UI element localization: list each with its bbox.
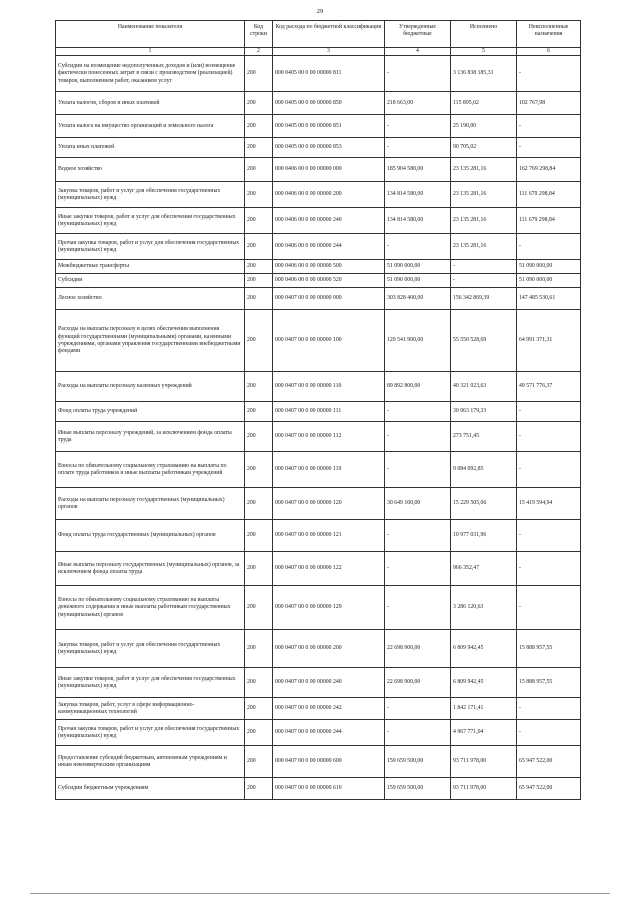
- table-row: [56, 586, 581, 630]
- budget-classification-code: 000 0405 00 0 00 00000 853: [273, 138, 385, 158]
- budget-classification-code: 000 0407 00 0 00 00000 110: [273, 372, 385, 402]
- approved-amount: 134 814 580,00: [385, 208, 451, 234]
- indicator-name: Прочая закупка товаров, работ и услуг для обеспечения государственных (муниципальных) нужд: [56, 234, 245, 260]
- executed-amount: 9 084 092,85: [451, 452, 517, 488]
- budget-execution-table: [55, 20, 581, 800]
- budget-classification-code: 000 0407 00 0 00 00000 100: [273, 310, 385, 372]
- line-code: 200: [245, 115, 273, 138]
- approved-amount: 185 904 580,00: [385, 158, 451, 182]
- budget-classification-code: 000 0405 00 0 00 00000 850: [273, 92, 385, 115]
- executed-amount: 156 342 869,39: [451, 288, 517, 310]
- line-code: 200: [245, 668, 273, 698]
- unexecuted-amount: -: [517, 422, 581, 452]
- approved-amount: 51 090 000,00: [385, 274, 451, 288]
- table-row: [56, 746, 581, 778]
- indicator-name: Лесное хозяйство: [56, 288, 245, 310]
- line-code: 200: [245, 488, 273, 520]
- table-row: [56, 552, 581, 586]
- approved-amount: -: [385, 552, 451, 586]
- unexecuted-amount: 65 947 522,00: [517, 778, 581, 800]
- approved-amount: 218 663,00: [385, 92, 451, 115]
- unexecuted-amount: -: [517, 56, 581, 92]
- indicator-name: Субсидии на возмещение недополученных доходов и (или) возмещение фактически понесенных затрат в связи с производством (реализацией) товаров, выполнением работ, оказанием услуг: [56, 56, 245, 92]
- budget-classification-code: 000 0406 00 0 00 00000 240: [273, 208, 385, 234]
- column-header: Неисполненные назначения: [517, 21, 581, 48]
- approved-amount: -: [385, 422, 451, 452]
- budget-classification-code: 000 0407 00 0 00 00000 120: [273, 488, 385, 520]
- budget-classification-code: 000 0407 00 0 00 00000 122: [273, 552, 385, 586]
- table-row: [56, 452, 581, 488]
- line-code: 200: [245, 56, 273, 92]
- table-row: [56, 138, 581, 158]
- approved-amount: -: [385, 402, 451, 422]
- page-bottom-rule: [30, 893, 610, 894]
- line-code: 200: [245, 586, 273, 630]
- indicator-name: Фонд оплаты труда учреждений: [56, 402, 245, 422]
- budget-classification-code: 000 0407 00 0 00 00000 111: [273, 402, 385, 422]
- budget-classification-code: 000 0407 00 0 00 00000 000: [273, 288, 385, 310]
- unexecuted-amount: 15 888 957,55: [517, 630, 581, 668]
- unexecuted-amount: 162 769 298,84: [517, 158, 581, 182]
- approved-amount: -: [385, 698, 451, 720]
- approved-amount: 159 659 500,00: [385, 778, 451, 800]
- unexecuted-amount: -: [517, 138, 581, 158]
- indicator-name: Взносы по обязательному социальному страхованию на выплаты по оплате труда работников и иные выплаты работникам учреждений: [56, 452, 245, 488]
- indicator-name: Уплата налогов, сборов и иных платежей: [56, 92, 245, 115]
- line-code: 200: [245, 698, 273, 720]
- column-header: Код расхода по бюджетной классификации: [273, 21, 385, 48]
- executed-amount: 93 711 978,00: [451, 778, 517, 800]
- indicator-name: Субсидии бюджетным учреждениям: [56, 778, 245, 800]
- approved-amount: -: [385, 452, 451, 488]
- indicator-name: Иные закупки товаров, работ и услуг для обеспечения государственных (муниципальных) нужд: [56, 668, 245, 698]
- unexecuted-amount: 15 888 957,55: [517, 668, 581, 698]
- table-row: [56, 182, 581, 208]
- line-code: 200: [245, 182, 273, 208]
- executed-amount: 1 842 171,41: [451, 698, 517, 720]
- table-row: [56, 208, 581, 234]
- line-code: 200: [245, 452, 273, 488]
- budget-classification-code: 000 0407 00 0 00 00000 600: [273, 746, 385, 778]
- unexecuted-amount: -: [517, 402, 581, 422]
- budget-classification-code: 000 0407 00 0 00 00000 121: [273, 520, 385, 552]
- table-row: [56, 115, 581, 138]
- line-code: 200: [245, 552, 273, 586]
- column-number: 5: [451, 48, 517, 56]
- table-row: [56, 274, 581, 288]
- executed-amount: 55 550 528,69: [451, 310, 517, 372]
- indicator-name: Закупка товаров, работ, услуг в сфере информационно-коммуникационных технологий: [56, 698, 245, 720]
- executed-amount: 30 963 179,33: [451, 402, 517, 422]
- indicator-name: Иные выплаты персоналу учреждений, за исключением фонда оплаты труда: [56, 422, 245, 452]
- unexecuted-amount: 49 571 776,37: [517, 372, 581, 402]
- budget-classification-code: 000 0405 00 0 00 00000 811: [273, 56, 385, 92]
- line-code: 200: [245, 92, 273, 115]
- unexecuted-amount: -: [517, 720, 581, 746]
- unexecuted-amount: -: [517, 234, 581, 260]
- table-row: [56, 158, 581, 182]
- indicator-name: Иные выплаты персоналу государственных (муниципальных) органов, за исключением фонда оплаты труда: [56, 552, 245, 586]
- budget-classification-code: 000 0406 00 0 00 00000 200: [273, 182, 385, 208]
- budget-classification-code: 000 0407 00 0 00 00000 610: [273, 778, 385, 800]
- approved-amount: 303 828 400,00: [385, 288, 451, 310]
- approved-amount: -: [385, 234, 451, 260]
- executed-amount: 25 190,00: [451, 115, 517, 138]
- executed-amount: 93 711 978,00: [451, 746, 517, 778]
- unexecuted-amount: 102 767,98: [517, 92, 581, 115]
- executed-amount: 6 809 942,45: [451, 668, 517, 698]
- indicator-name: Межбюджетные трансферты: [56, 260, 245, 274]
- column-number: 2: [245, 48, 273, 56]
- unexecuted-amount: 15 419 594,94: [517, 488, 581, 520]
- indicator-name: Субсидии: [56, 274, 245, 288]
- unexecuted-amount: -: [517, 698, 581, 720]
- budget-classification-code: 000 0407 00 0 00 00000 119: [273, 452, 385, 488]
- executed-amount: 23 135 281,16: [451, 208, 517, 234]
- unexecuted-amount: -: [517, 586, 581, 630]
- budget-classification-code: 000 0407 00 0 00 00000 242: [273, 698, 385, 720]
- line-code: 200: [245, 720, 273, 746]
- column-header: Код строки: [245, 21, 273, 48]
- column-number: 6: [517, 48, 581, 56]
- line-code: 200: [245, 630, 273, 668]
- indicator-name: Уплата налога на имущество организаций и земельного налога: [56, 115, 245, 138]
- table-row: [56, 630, 581, 668]
- table-row: [56, 234, 581, 260]
- budget-classification-code: 000 0407 00 0 00 00000 112: [273, 422, 385, 452]
- table-row: [56, 488, 581, 520]
- executed-amount: 6 809 942,45: [451, 630, 517, 668]
- page-number: 29: [316, 8, 324, 15]
- budget-classification-code: 000 0407 00 0 00 00000 200: [273, 630, 385, 668]
- executed-amount: 115 895,02: [451, 92, 517, 115]
- column-number: 1: [56, 48, 245, 56]
- line-code: 200: [245, 422, 273, 452]
- line-code: 200: [245, 288, 273, 310]
- indicator-name: Иные закупки товаров, работ и услуг для обеспечения государственных (муниципальных) нужд: [56, 208, 245, 234]
- line-code: 200: [245, 208, 273, 234]
- approved-amount: 159 659 500,00: [385, 746, 451, 778]
- indicator-name: Расходы на выплаты персоналу государственных (муниципальных) органов: [56, 488, 245, 520]
- unexecuted-amount: -: [517, 115, 581, 138]
- budget-classification-code: 000 0406 00 0 00 00000 000: [273, 158, 385, 182]
- approved-amount: 22 698 900,00: [385, 630, 451, 668]
- line-code: 200: [245, 158, 273, 182]
- executed-amount: 23 135 281,16: [451, 158, 517, 182]
- table-row: [56, 778, 581, 800]
- executed-amount: 15 229 505,06: [451, 488, 517, 520]
- approved-amount: -: [385, 586, 451, 630]
- unexecuted-amount: 65 947 522,00: [517, 746, 581, 778]
- table-row: [56, 402, 581, 422]
- indicator-name: Прочая закупка товаров, работ и услуг для обеспечения государственных (муниципальных) нужд: [56, 720, 245, 746]
- approved-amount: -: [385, 720, 451, 746]
- line-code: 200: [245, 746, 273, 778]
- indicator-name: Взносы по обязательному социальному страхованию на выплаты денежного содержания и иные выплаты работникам государственных (муниципальных) органов: [56, 586, 245, 630]
- line-code: 200: [245, 260, 273, 274]
- unexecuted-amount: 51 090 000,00: [517, 274, 581, 288]
- table-header-row: [56, 21, 581, 48]
- executed-amount: 23 135 281,16: [451, 234, 517, 260]
- executed-amount: -: [451, 274, 517, 288]
- executed-amount: 4 967 771,04: [451, 720, 517, 746]
- line-code: 200: [245, 778, 273, 800]
- table-row: [56, 668, 581, 698]
- table-row: [56, 56, 581, 92]
- indicator-name: Расходы на выплаты персоналу казенных учреждений: [56, 372, 245, 402]
- executed-amount: 273 751,45: [451, 422, 517, 452]
- column-header: Утвержденные бюджетные: [385, 21, 451, 48]
- line-code: 200: [245, 310, 273, 372]
- approved-amount: 22 698 900,00: [385, 668, 451, 698]
- table-row: [56, 422, 581, 452]
- approved-amount: -: [385, 56, 451, 92]
- budget-classification-code: 000 0406 00 0 00 00000 520: [273, 274, 385, 288]
- approved-amount: 89 892 800,00: [385, 372, 451, 402]
- table-row: [56, 260, 581, 274]
- line-code: 200: [245, 138, 273, 158]
- executed-amount: 3 286 120,63: [451, 586, 517, 630]
- executed-amount: 10 977 031,96: [451, 520, 517, 552]
- indicator-name: Расходы на выплаты персоналу в целях обеспечения выполнения функций государственными (муниципальными) органами, казенными учреждениями, органами управления государственными внебюджетными фондами: [56, 310, 245, 372]
- table-body: [56, 56, 581, 800]
- table-row: [56, 310, 581, 372]
- budget-classification-code: 000 0405 00 0 00 00000 851: [273, 115, 385, 138]
- table-row: [56, 92, 581, 115]
- budget-classification-code: 000 0407 00 0 00 00000 240: [273, 668, 385, 698]
- table-row: [56, 520, 581, 552]
- unexecuted-amount: 64 991 371,31: [517, 310, 581, 372]
- executed-amount: 90 705,02: [451, 138, 517, 158]
- column-number-row: [56, 48, 581, 56]
- line-code: 200: [245, 274, 273, 288]
- line-code: 200: [245, 234, 273, 260]
- indicator-name: Уплата иных платежей: [56, 138, 245, 158]
- approved-amount: 134 814 580,00: [385, 182, 451, 208]
- approved-amount: 30 649 100,00: [385, 488, 451, 520]
- unexecuted-amount: -: [517, 520, 581, 552]
- line-code: 200: [245, 372, 273, 402]
- table-row: [56, 698, 581, 720]
- approved-amount: -: [385, 115, 451, 138]
- table-row: [56, 288, 581, 310]
- unexecuted-amount: -: [517, 552, 581, 586]
- column-header: Исполнено: [451, 21, 517, 48]
- budget-classification-code: 000 0407 00 0 00 00000 244: [273, 720, 385, 746]
- approved-amount: -: [385, 138, 451, 158]
- table-row: [56, 372, 581, 402]
- unexecuted-amount: 111 679 298,84: [517, 208, 581, 234]
- line-code: 200: [245, 402, 273, 422]
- approved-amount: 120 541 900,00: [385, 310, 451, 372]
- executed-amount: -: [451, 260, 517, 274]
- unexecuted-amount: -: [517, 452, 581, 488]
- unexecuted-amount: 51 090 000,00: [517, 260, 581, 274]
- indicator-name: Закупка товаров, работ и услуг для обеспечения государственных (муниципальных) нужд: [56, 182, 245, 208]
- indicator-name: Водное хозяйство: [56, 158, 245, 182]
- indicator-name: Закупка товаров, работ и услуг для обеспечения государственных (муниципальных) нужд: [56, 630, 245, 668]
- column-number: 4: [385, 48, 451, 56]
- executed-amount: 3 136 838 185,31: [451, 56, 517, 92]
- budget-classification-code: 000 0406 00 0 00 00000 500: [273, 260, 385, 274]
- line-code: 200: [245, 520, 273, 552]
- approved-amount: 51 090 000,00: [385, 260, 451, 274]
- budget-classification-code: 000 0407 00 0 00 00000 129: [273, 586, 385, 630]
- unexecuted-amount: 147 485 530,61: [517, 288, 581, 310]
- column-number: 3: [273, 48, 385, 56]
- executed-amount: 23 135 281,16: [451, 182, 517, 208]
- indicator-name: Предоставление субсидий бюджетным, автономным учреждениям и иным некоммерческим организациям: [56, 746, 245, 778]
- approved-amount: -: [385, 520, 451, 552]
- column-header: Наименование показателя: [56, 21, 245, 48]
- indicator-name: Фонд оплаты труда государственных (муниципальных) органов: [56, 520, 245, 552]
- unexecuted-amount: 111 679 298,84: [517, 182, 581, 208]
- executed-amount: 966 352,47: [451, 552, 517, 586]
- table-row: [56, 720, 581, 746]
- budget-classification-code: 000 0406 00 0 00 00000 244: [273, 234, 385, 260]
- executed-amount: 40 321 023,63: [451, 372, 517, 402]
